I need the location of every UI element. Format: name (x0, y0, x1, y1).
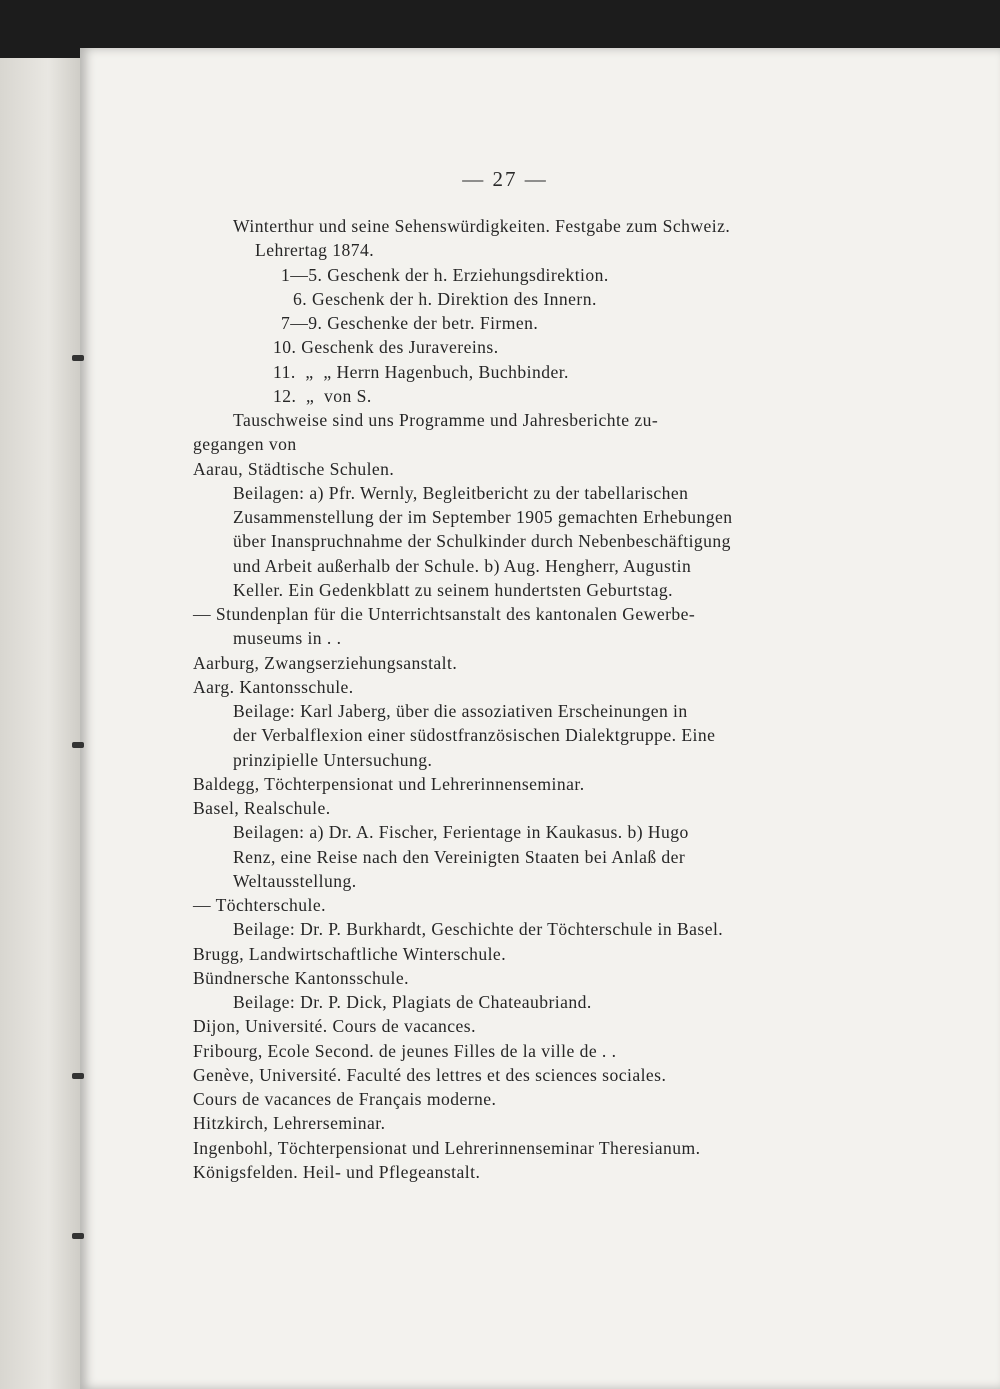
text-line: Baldegg, Töchterpensionat und Lehrerinnenseminar. (193, 773, 585, 794)
text-line: Renz, eine Reise nach den Vereinigten Staaten bei Anlaß der (233, 846, 686, 867)
text-line: Beilagen: a) Pfr. Wernly, Begleitbericht zu der tabellarischen (233, 482, 689, 503)
text-line: 12. „ von S. (273, 385, 372, 406)
text-line: Brugg, Landwirtschaftliche Winterschule. (193, 943, 507, 964)
text-line: 1—5. Geschenk der h. Erziehungsdirektion. (281, 264, 609, 285)
text-line: Königsfelden. Heil- und Pflegeanstalt. (193, 1161, 481, 1182)
text-line: über Inanspruchnahme der Schulkinder durch Nebenbeschäftigung (233, 531, 731, 552)
page-number: — 27 — (462, 167, 548, 191)
text-line: Weltausstellung. (233, 870, 357, 891)
text-line: Fribourg, Ecole Second. de jeunes Filles de la ville de . . (193, 1040, 617, 1061)
binding-stitch (72, 1233, 84, 1239)
text-line: museums in . . (233, 628, 342, 649)
binding-stitch (72, 355, 84, 361)
text-line: Bündnersche Kantonsschule. (193, 967, 409, 988)
text-line: Hitzkirch, Lehrerseminar. (193, 1113, 386, 1134)
text-line: Keller. Ein Gedenkblatt zu seinem hundertsten Geburtstag. (233, 579, 673, 600)
text-line: gegangen von (193, 434, 297, 455)
text-line: 10. Geschenk des Juravereins. (273, 337, 499, 358)
text-line: Beilage: Karl Jaberg, über die assoziativen Erscheinungen in (233, 701, 688, 721)
text-line: Beilage: Dr. P. Burkhardt, Geschichte der Töchterschule in Basel. (233, 919, 724, 940)
text-line: Dijon, Université. Cours de vacances. (193, 1016, 476, 1037)
text-line: 7—9. Geschenke der betr. Firmen. (281, 313, 539, 333)
text-line: Beilagen: a) Dr. A. Fischer, Ferientage in Kaukasus. b) Hugo (233, 822, 689, 843)
page-text (193, 214, 813, 1184)
text-line: 11. „ „ Herrn Hagenbuch, Buchbinder. (273, 361, 569, 382)
text-line: und Arbeit außerhalb der Schule. b) Aug. Hengherr, Augustin (233, 555, 692, 576)
text-line: 6. Geschenk der h. Direktion des Innern. (293, 288, 597, 309)
text-line: Cours de vacances de Français moderne. (193, 1089, 497, 1109)
text-line: Aarg. Kantonsschule. (193, 676, 354, 697)
text-line: — Stundenplan für die Unterrichtsanstalt des kantonalen Gewerbe- (193, 604, 696, 624)
text-line: prinzipielle Untersuchung. (233, 749, 433, 770)
text-line: der Verbalflexion einer südostfranzösischen Dialektgruppe. Eine (233, 725, 716, 746)
text-line: Basel, Realschule. (193, 798, 331, 818)
text-line: Tauschweise sind uns Programme und Jahresberichte zu- (233, 410, 659, 430)
binding-stitch (72, 742, 84, 748)
text-line: Aarburg, Zwangserziehungsanstalt. (193, 652, 458, 673)
text-line: Lehrertag 1874. (255, 240, 375, 261)
text-line: — Töchterschule. (193, 895, 326, 915)
text-line: Zusammenstellung der im September 1905 gemachten Erhebungen (233, 507, 733, 527)
text-line: Beilage: Dr. P. Dick, Plagiats de Chateaubriand. (233, 992, 592, 1012)
left-page-edge (0, 58, 80, 1389)
text-line: Genève, Université. Faculté des lettres et des sciences sociales. (193, 1064, 667, 1085)
binding-stitch (72, 1073, 84, 1079)
text-line: Ingenbohl, Töchterpensionat und Lehrerinnenseminar Theresianum. (193, 1137, 701, 1158)
text-line: Winterthur und seine Sehenswürdigkeiten. Festgabe zum Schweiz. (233, 216, 731, 236)
text-line: Aarau, Städtische Schulen. (193, 458, 395, 479)
